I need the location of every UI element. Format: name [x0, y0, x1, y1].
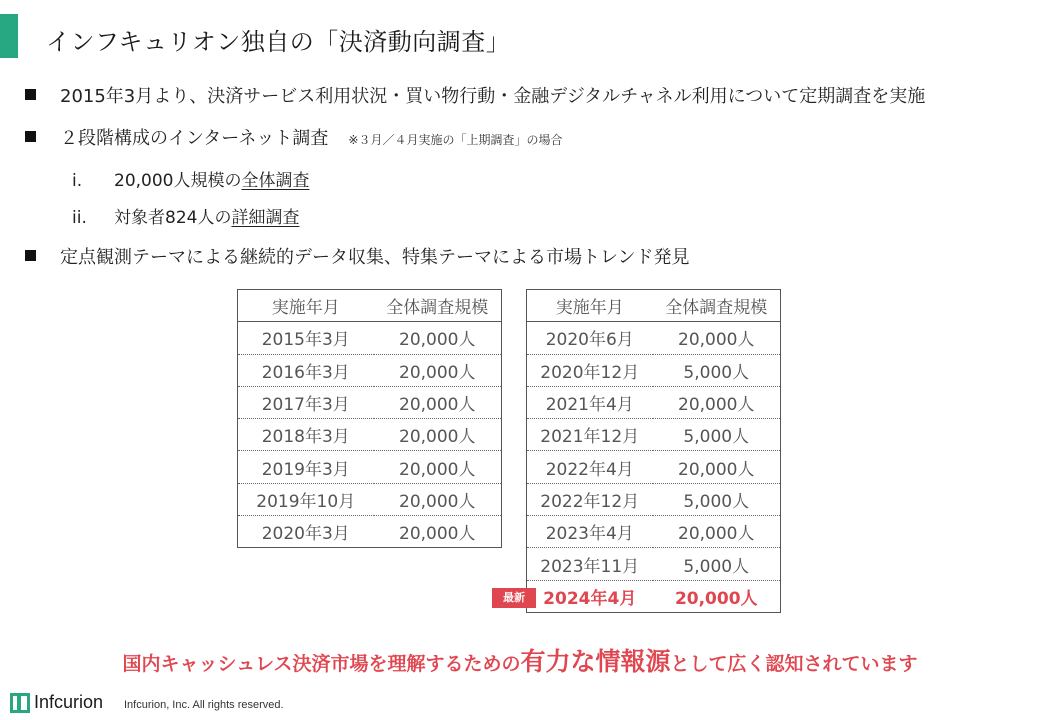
cell-date: 2019年3月	[238, 451, 374, 483]
bullet-text-1: 2015年3月より、決済サービス利用状況・買い物行動・金融デジタルチャネル利用について定期調査を実施	[60, 86, 926, 107]
logo-mark-icon	[10, 693, 30, 713]
table-row	[527, 483, 781, 515]
cell-date: 2020年3月	[238, 516, 374, 548]
table-row	[527, 451, 781, 483]
tagline-pre: 国内キャッシュレス決済市場を理解するための	[122, 653, 521, 675]
sub-item-1	[72, 166, 309, 191]
table-row	[527, 548, 781, 580]
cell-date: 2021年12月	[527, 419, 653, 451]
survey-table-left	[237, 289, 502, 548]
cell-date: 2018年3月	[238, 419, 374, 451]
company-logo	[10, 692, 103, 713]
table-header-row	[238, 290, 502, 322]
cell-scale: 20,000人	[653, 580, 781, 612]
sub-item-underlined: 全体調査	[241, 171, 310, 191]
table-row	[238, 451, 502, 483]
bullet-item-1	[25, 82, 925, 108]
cell-date: 2016年3月	[238, 354, 374, 386]
cell-scale: 20,000人	[374, 483, 502, 515]
column-header-scale: 全体調査規模	[374, 290, 502, 322]
bullet-square-icon	[25, 89, 36, 100]
cell-date: 2023年11月	[527, 548, 653, 580]
cell-date: 2022年12月	[527, 483, 653, 515]
cell-scale: 20,000人	[374, 419, 502, 451]
bullet-item-2	[25, 124, 562, 150]
cell-scale: 5,000人	[653, 483, 781, 515]
bullet-square-icon	[25, 131, 36, 142]
cell-date: 2024年4月	[527, 580, 653, 612]
sub-item-2	[72, 203, 299, 228]
sub-item-underlined: 詳細調査	[231, 208, 300, 228]
sub-item-text: 対象者824人の	[114, 208, 232, 228]
table-row	[527, 354, 781, 386]
tagline-post: として広く認知されています	[670, 653, 918, 675]
cell-date: 2019年10月	[238, 483, 374, 515]
tagline	[0, 642, 1040, 678]
cell-date: 2022年4月	[527, 451, 653, 483]
bullet-text-3: 定点観測テーマによる継続的データ収集、特集テーマによる市場トレンド発見	[60, 247, 690, 268]
cell-scale: 5,000人	[653, 354, 781, 386]
cell-scale: 20,000人	[374, 451, 502, 483]
table-row-latest	[527, 580, 781, 612]
cell-date: 2021年4月	[527, 386, 653, 418]
column-header-date: 実施年月	[527, 290, 653, 322]
table-row	[238, 483, 502, 515]
cell-scale: 20,000人	[374, 322, 502, 354]
cell-scale: 20,000人	[374, 386, 502, 418]
survey-table-right	[526, 289, 781, 613]
logo-text: Infcurion	[34, 692, 104, 712]
cell-date: 2020年12月	[527, 354, 653, 386]
column-header-date: 実施年月	[238, 290, 374, 322]
table-row	[238, 516, 502, 548]
tagline-emphasis: 有力な情報源	[520, 647, 671, 676]
cell-scale: 5,000人	[653, 419, 781, 451]
table-row	[527, 322, 781, 354]
cell-date: 2023年4月	[527, 516, 653, 548]
bullet-item-3	[25, 243, 690, 269]
cell-scale: 20,000人	[653, 322, 781, 354]
table-row	[527, 386, 781, 418]
sub-item-number: i.	[72, 171, 83, 191]
cell-scale: 5,000人	[653, 548, 781, 580]
copyright-text: Infcurion, Inc. All rights reserved.	[124, 699, 284, 711]
bullet-note: ※３月／４月実施の「上期調査」の場合	[348, 133, 563, 147]
table-row	[238, 354, 502, 386]
cell-date: 2015年3月	[238, 322, 374, 354]
cell-date: 2020年6月	[527, 322, 653, 354]
bullet-text-2: ２段階構成のインターネット調査	[60, 128, 329, 149]
table-row	[238, 419, 502, 451]
title-accent-bar	[0, 14, 18, 58]
sub-item-text: 20,000人規模の	[114, 171, 242, 191]
cell-scale: 20,000人	[374, 516, 502, 548]
table-row	[238, 322, 502, 354]
table-row	[527, 516, 781, 548]
bullet-square-icon	[25, 250, 36, 261]
latest-badge: 最新	[492, 588, 536, 608]
cell-scale: 20,000人	[653, 386, 781, 418]
page-title: インフキュリオン独自の「決済動向調査」	[46, 28, 511, 56]
sub-item-number: ii.	[72, 208, 87, 228]
cell-scale: 20,000人	[374, 354, 502, 386]
table-header-row	[527, 290, 781, 322]
cell-date: 2017年3月	[238, 386, 374, 418]
table-row	[527, 419, 781, 451]
column-header-scale: 全体調査規模	[653, 290, 781, 322]
table-row	[238, 386, 502, 418]
cell-scale: 20,000人	[653, 516, 781, 548]
cell-scale: 20,000人	[653, 451, 781, 483]
